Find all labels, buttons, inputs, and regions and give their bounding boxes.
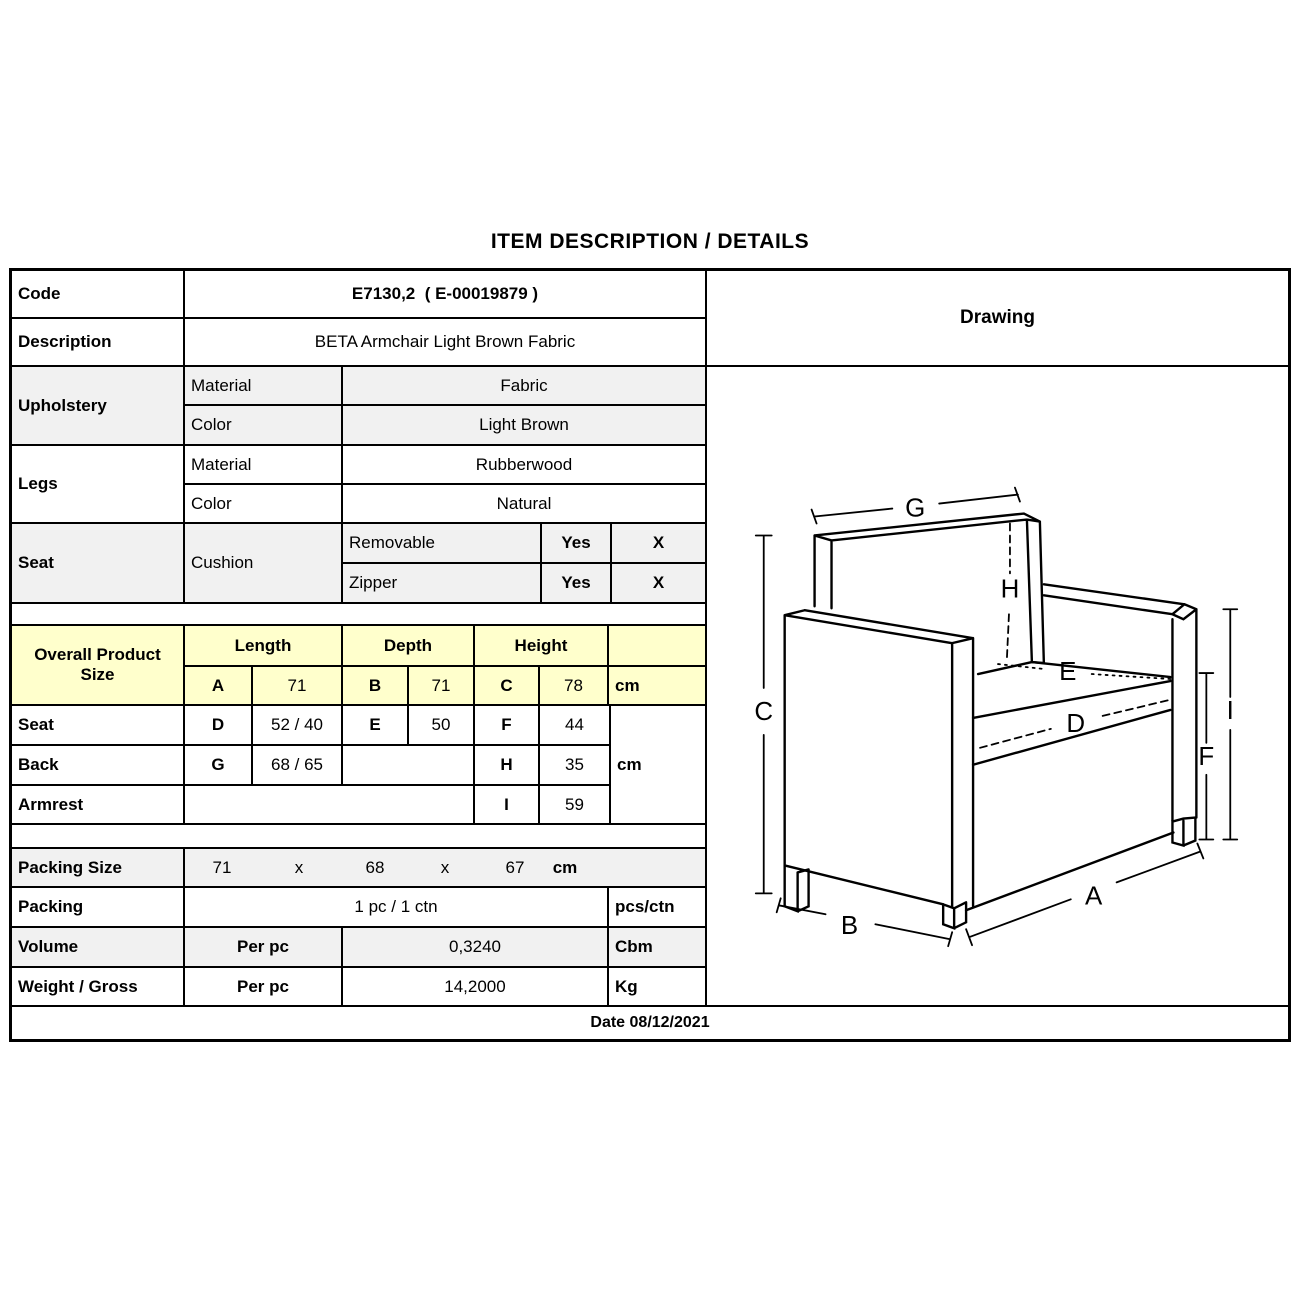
armchair-drawing (707, 367, 1288, 1005)
upholstery-material-value: Fabric (500, 375, 548, 395)
row-legs-color (185, 485, 705, 522)
upholstery-color-value: Light Brown (479, 415, 569, 434)
row-packing-size (12, 849, 705, 888)
packing-value: 1 pc / 1 ctn (185, 888, 609, 926)
dim-e-key: E (343, 706, 409, 744)
upholstery-label: Upholstery (12, 367, 185, 444)
legs-color-label: Color (185, 485, 343, 522)
packing-size-values (185, 849, 705, 886)
row-packing (12, 888, 705, 928)
volume-label: Volume (12, 928, 185, 966)
label-c: C (754, 697, 774, 726)
cushion-label: Cushion (185, 524, 343, 602)
dim-i-value: 59 (565, 794, 584, 814)
row-upholstery-material (185, 367, 705, 406)
section-upholstery (12, 367, 705, 446)
dim-h-value: 35 (565, 755, 584, 774)
volume-unit: Cbm (615, 937, 653, 956)
dim-c-key: C (475, 667, 540, 704)
legs-material-label: Material (185, 446, 343, 483)
label-g: G (905, 494, 926, 523)
row-seat-size (12, 706, 609, 746)
packing-unit: pcs/ctn (615, 897, 675, 916)
dim-h-key: H (475, 746, 540, 784)
dim-f-key: F (475, 706, 540, 744)
size-header-row (185, 626, 705, 667)
drawing-title: Drawing (707, 271, 1288, 367)
detail-sizes-unit: cm (609, 706, 705, 823)
date-row: Date 08/12/2021 (590, 1014, 710, 1031)
dim-b-key: B (343, 667, 409, 704)
volume-value: 0,3240 (343, 928, 609, 966)
back-size-empty (343, 746, 475, 784)
row-legs-material (185, 446, 705, 485)
upholstery-material-label: Material (185, 367, 343, 404)
legs-color-value: Natural (496, 493, 552, 513)
dimension-lines (756, 488, 1237, 947)
seat-label: Seat (12, 524, 185, 602)
row-armrest-size (12, 786, 609, 823)
overall-size-label: Overall Product Size (12, 626, 185, 704)
row-code (12, 271, 705, 319)
dim-g-key: G (185, 746, 253, 784)
row-weight (12, 968, 705, 1007)
weight-value: 14,2000 (343, 968, 609, 1005)
dim-a-key: A (185, 667, 253, 704)
removable-mark: X (652, 533, 665, 552)
weight-basis: Per pc (185, 968, 343, 1005)
size-overall-row (185, 667, 705, 704)
back-size-label: Back (12, 746, 185, 784)
row-volume (12, 928, 705, 968)
dim-e-value: 50 (409, 706, 475, 744)
label-a: A (1085, 882, 1103, 911)
spec-table (9, 268, 1291, 1042)
code-label: Code (12, 271, 185, 317)
depth-header: Depth (343, 626, 475, 665)
section-detail-sizes (12, 706, 705, 825)
packing-dim2: 68 (365, 857, 385, 877)
dim-a-value: 71 (253, 667, 343, 704)
section-seat-cushion (12, 524, 705, 604)
upholstery-color-label: Color (185, 406, 343, 444)
label-b: B (840, 912, 859, 941)
label-i: I (1226, 696, 1234, 725)
armrest-size-label: Armrest (12, 786, 185, 823)
removable-yes: Yes (542, 524, 612, 562)
drawing-panel (707, 271, 1288, 1007)
label-d: D (1066, 709, 1086, 738)
seat-size-label: Seat (12, 706, 185, 744)
page-title: ITEM DESCRIPTION / DETAILS (490, 230, 810, 253)
packing-dim1: 71 (212, 857, 232, 877)
zipper-label: Zipper (343, 564, 542, 602)
packing-label: Packing (12, 888, 185, 926)
armrest-size-empty (185, 786, 475, 823)
size-header-empty (609, 626, 705, 665)
packing-sep1: x (294, 857, 304, 877)
legs-material-value: Rubberwood (475, 454, 573, 474)
section-legs (12, 446, 705, 524)
description-label: Description (12, 319, 185, 365)
label-f: F (1198, 742, 1215, 771)
weight-label: Weight / Gross (12, 968, 185, 1005)
zipper-yes: Yes (542, 564, 612, 602)
dim-f-value: 44 (565, 715, 584, 734)
row-description (12, 319, 705, 367)
weight-unit: Kg (615, 976, 638, 996)
overall-unit: cm (615, 675, 640, 695)
packing-size-label: Packing Size (12, 849, 185, 886)
armchair-outline (785, 514, 1197, 929)
volume-basis: Per pc (185, 928, 343, 966)
legs-label: Legs (12, 446, 185, 522)
dim-g-value: 68 / 65 (253, 746, 343, 784)
dimension-labels (754, 495, 1233, 941)
dim-i-key: I (475, 786, 540, 823)
packing-size-unit: cm (552, 857, 578, 877)
row-upholstery-color (185, 406, 705, 444)
dim-d-key: D (185, 706, 253, 744)
spacer-row-1 (12, 604, 705, 626)
dim-d-value: 52 / 40 (253, 706, 343, 744)
packing-sep2: x (440, 857, 450, 877)
row-removable (343, 524, 705, 564)
height-header: Height (475, 626, 609, 665)
description-value: BETA Armchair Light Brown Fabric (314, 332, 576, 351)
dim-b-value: 71 (409, 667, 475, 704)
label-h: H (1000, 575, 1020, 604)
zipper-mark: X (652, 573, 665, 592)
label-e: E (1059, 658, 1077, 687)
length-header: Length (185, 626, 343, 665)
dim-c-value: 78 (540, 667, 609, 704)
row-back-size (12, 746, 609, 786)
packing-dim3: 67 (505, 857, 525, 877)
removable-label: Removable (343, 524, 542, 562)
spacer-row-2 (12, 825, 705, 849)
spec-table-left (12, 271, 707, 1007)
code-value: E7130,2 ( E-00019879 ) (351, 284, 539, 303)
section-overall-size (12, 626, 705, 706)
row-zipper (343, 564, 705, 602)
